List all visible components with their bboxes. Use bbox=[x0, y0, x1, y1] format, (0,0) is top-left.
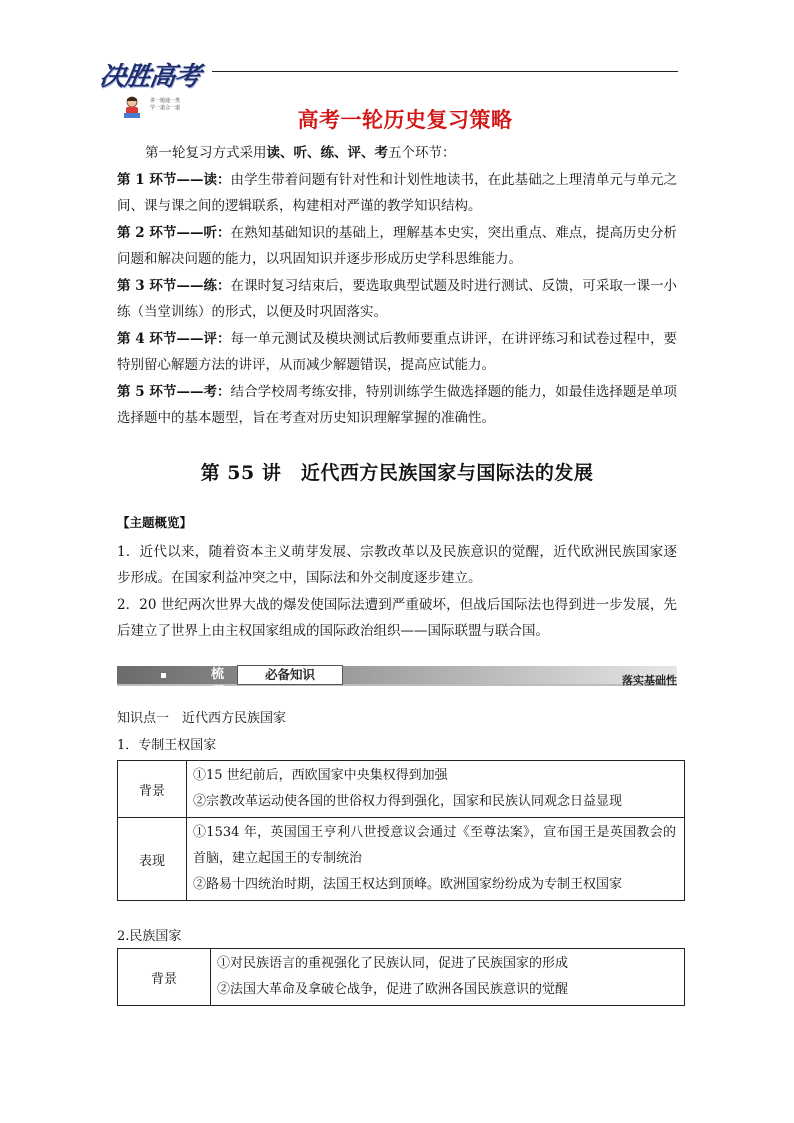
banner-underline bbox=[117, 684, 677, 686]
step-text: 每一单元测试及模块测试后教师要重点讲评，在讲评练习和试卷过程中，要特别留心解题方法的讲评，从而减少解题错误，提高应试能力。 bbox=[117, 330, 678, 373]
step-paragraph bbox=[117, 379, 677, 432]
step-paragraph bbox=[117, 220, 677, 273]
bullet-icon bbox=[161, 673, 166, 678]
strategy-section bbox=[117, 140, 677, 432]
step-label: 第 5 环节——考： bbox=[117, 383, 231, 400]
row-content bbox=[211, 949, 685, 1006]
page-title bbox=[0, 104, 794, 134]
content-line: ②宗教改革运动使各国的世俗权力得到强化，国家和民族认同观念日益显现 bbox=[193, 794, 623, 809]
step-label: 第 3 环节——练： bbox=[117, 277, 231, 294]
table-row bbox=[118, 949, 685, 1006]
content-line: ②路易十四统治时期，法国王权达到顶峰。欧洲国家纷纷成为专制王权国家 bbox=[193, 877, 623, 892]
step-paragraph bbox=[117, 167, 677, 220]
logo-motto-line: 讲一题通一类 bbox=[150, 98, 181, 104]
step-text: 结合学校周考练安排，特别训练学生做选择题的能力，如最佳选择题是单项选择题中的基本题型，旨在考查对历史知识理解掌握的准确性。 bbox=[117, 383, 678, 426]
step-text: 由学生带着问题有针对性和计划性地读书，在此基础之上理清单元与单元之间、课与课之间的逻辑联系，构建相对严谨的教学知识结构。 bbox=[117, 171, 678, 214]
step-label: 第 1 环节——读： bbox=[117, 171, 231, 188]
step-label: 第 2 环节——听： bbox=[117, 224, 231, 241]
row-label: 背景 bbox=[118, 949, 211, 1006]
overview-item: 2．20 世纪两次世界大战的爆发使国际法遭到严重破坏，但战后国际法也得到进一步发展，先后建立了世界上由主权国家组成的国际政治组织——国际联盟与联合国。 bbox=[117, 596, 677, 639]
knowledge-point-title: 知识点一 近代西方民族国家 bbox=[117, 711, 287, 726]
content-line: ②法国大革命及拿破仑战争，促进了欧洲各国民族意识的觉醒 bbox=[217, 982, 569, 997]
banner-bar bbox=[117, 666, 677, 684]
banner-right-label: 落实基础性 bbox=[622, 674, 677, 687]
header-rule bbox=[212, 71, 678, 72]
page-title-text: 高考一轮历史复习策略 bbox=[297, 108, 513, 132]
row-content bbox=[187, 761, 685, 818]
banner-label-text: 梳理 bbox=[211, 667, 225, 700]
step-label: 第 4 环节——评： bbox=[117, 330, 231, 347]
intro-text-after: 五个环节： bbox=[388, 145, 456, 161]
content-line: ①1534 年，英国国王亨利八世授意议会通过《至尊法案》，宣布国王是英国教会的首脑，建立起国王的专制统治 bbox=[193, 825, 676, 866]
intro-text: 第一轮复习方式采用 bbox=[145, 145, 267, 161]
section-banner bbox=[117, 662, 677, 700]
logo-motto-line: 学一道会一道 bbox=[150, 105, 181, 111]
intro-emphasis: 读、听、练、评、考 bbox=[266, 145, 388, 161]
step-paragraph bbox=[117, 326, 677, 379]
content-line: ①15 世纪前后，西欧国家中央集权得到加强 bbox=[193, 768, 448, 783]
content-line: ①对民族语言的重视强化了民族认同，促进了民族国家的形成 bbox=[217, 956, 569, 971]
overview-item: 1．近代以来，随着资本主义萌芽发展、宗教改革以及民族意识的觉醒，近代欧洲民族国家逐步形成。在国家利益冲突之中，国际法和外交制度逐步建立。 bbox=[117, 543, 677, 586]
step-paragraph bbox=[117, 273, 677, 326]
logo-text: 决胜高考 bbox=[97, 62, 202, 92]
nation-state-table bbox=[117, 948, 685, 1006]
intro-paragraph bbox=[117, 140, 677, 167]
section-title: 1．专制王权国家 bbox=[117, 738, 217, 753]
row-label: 背景 bbox=[118, 761, 187, 818]
section-title: 2.民族国家 bbox=[117, 929, 182, 944]
table-row bbox=[118, 818, 685, 901]
step-text: 在熟知基础知识的基础上，理解基本史实，突出重点、难点，提高历史分析问题和解决问题的能力，以巩固知识并逐步形成历史学科思维能力。 bbox=[117, 224, 678, 267]
row-label: 表现 bbox=[118, 818, 187, 901]
row-content bbox=[187, 818, 685, 901]
banner-tab: 必备知识 bbox=[237, 665, 343, 685]
step-text: 在课时复习结束后，要选取典型试题及时进行测试、反馈，可采取一课一小练（当堂训练）的形式，以便及时巩固落实。 bbox=[117, 277, 678, 320]
overview-section bbox=[117, 510, 677, 645]
lecture-title: 第 55 讲 近代西方民族国家与国际法的发展 bbox=[200, 462, 594, 484]
overview-heading: 【主题概览】 bbox=[117, 515, 193, 530]
absolute-monarchy-table bbox=[117, 760, 685, 901]
table-row bbox=[118, 761, 685, 818]
